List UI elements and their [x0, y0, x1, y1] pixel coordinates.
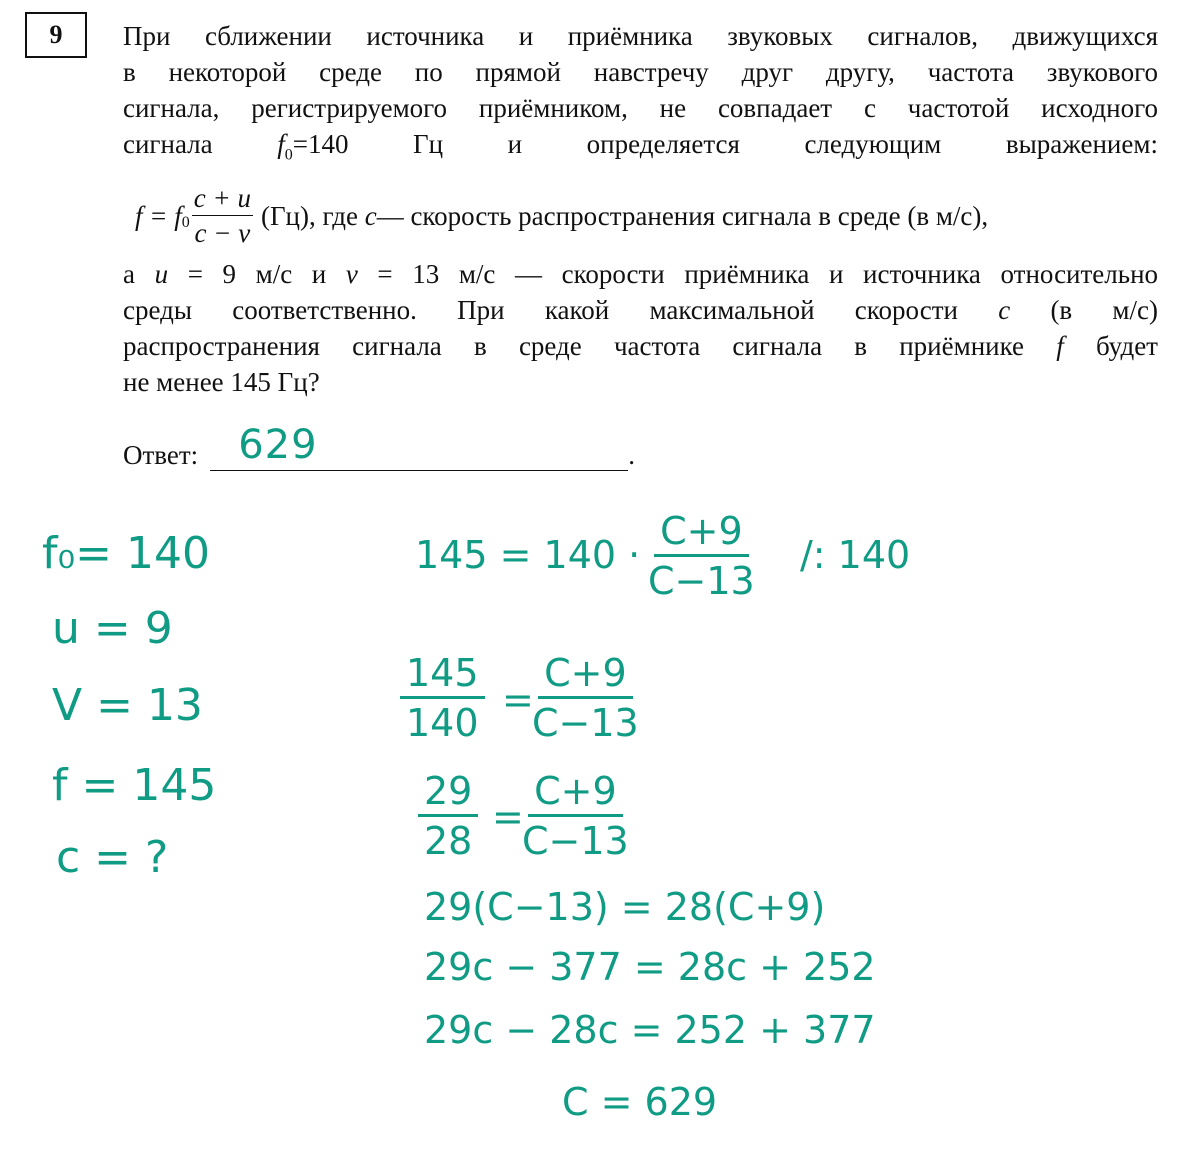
step3-left-fraction: 29 28 — [418, 768, 478, 865]
step2-equals: = — [502, 678, 534, 722]
step7: C = 629 — [562, 1080, 718, 1124]
given-v: V = 13 — [52, 680, 203, 731]
doppler-formula: f = f $_0$ $\frac{c + u}{c - v}$ (Гц), где c — скорость распространения сигнала в среде (в м/с), — [135, 183, 989, 249]
step3-equals: = — [492, 795, 524, 839]
f0-value: $f_0=140$ — [277, 129, 349, 164]
problem-line-9: не менее 145 Гц? — [123, 367, 320, 398]
problem-line-4: сигнала $f_0=140$ Гц и определяется следующим выражением: — [123, 126, 1158, 173]
answer-value: 629 — [238, 422, 318, 468]
given-u: u = 9 — [52, 603, 173, 654]
task-number-box — [25, 12, 87, 58]
given-f: f = 145 — [52, 760, 217, 811]
answer-label: Ответ: — [123, 440, 199, 470]
step6: 29c − 28c = 252 + 377 — [424, 1008, 876, 1052]
answer-field[interactable] — [210, 422, 628, 471]
formula-fraction: $\frac{c + u}{c - v}$ — [193, 183, 251, 249]
problem-line-1: При сближении источника и приёмника звуковых сигналов, движущихся — [123, 21, 1158, 51]
task-number: 9 — [49, 20, 63, 49]
step2-right-fraction: C+9 C−13 — [532, 651, 639, 745]
problem-line-2: в некоторой среде по прямой навстречу друг другу, частота звукового — [123, 57, 1158, 87]
step2-left-fraction: 145 140 — [400, 650, 485, 747]
step4: 29(C−13) = 28(C+9) — [424, 885, 826, 929]
problem-statement — [123, 18, 1158, 400]
answer-row — [123, 422, 635, 471]
given-f0: f₀= 140 — [42, 528, 210, 579]
given-c: c = ? — [56, 832, 169, 883]
step1-fraction: C+9 C−13 — [648, 509, 755, 603]
step1-note: /: 140 — [800, 533, 911, 577]
problem-line-7: среды соответственно. При какой максимальной скорости c (в м/с) — [123, 295, 1158, 326]
problem-line-6: а u = 9 м/с и v = 13 м/с — скорости приёмника и источника относительно — [123, 259, 1159, 290]
step5: 29c − 377 = 28c + 252 — [424, 945, 876, 989]
problem-line-3: сигнала, регистрируемого приёмником, не совпадает с частотой исходного — [123, 93, 1158, 123]
problem-line-8: распространения сигнала в среде частота сигнала в приёмнике f будет — [123, 331, 1158, 362]
step1-lhs: 145 = 140 · — [415, 533, 641, 577]
step3-right-fraction: C+9 C−13 — [522, 769, 629, 863]
answer-period: . — [628, 440, 635, 470]
